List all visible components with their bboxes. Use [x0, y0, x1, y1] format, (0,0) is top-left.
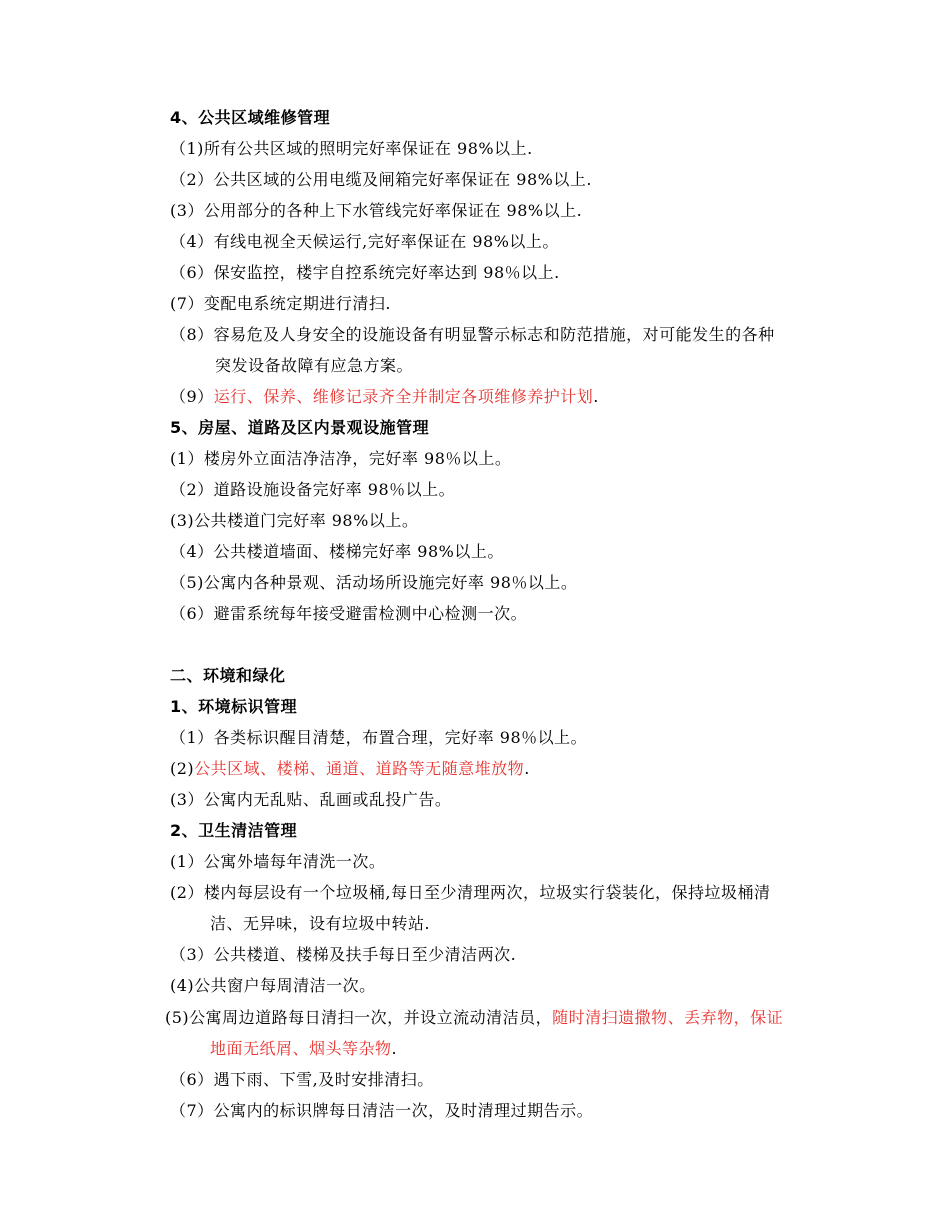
list-item: （8）容易危及人身安全的设施设备有明显警示标志和防范措施，对可能发生的各种	[170, 325, 775, 344]
list-item: （3）公共楼道、楼梯及扶手每日至少清洁两次.	[170, 945, 517, 964]
section-heading: 5、房屋、道路及区内景观设施管理	[170, 418, 430, 437]
list-item: （1）各类标识醒目清楚，布置合理，完好率 98％以上。	[170, 728, 588, 747]
list-item: （1)所有公共区域的照明完好率保证在 98%以上.	[170, 139, 533, 158]
list-item: (2）楼内每层设有一个垃圾桶,每日至少清理两次，垃圾实行袋装化，保持垃圾桶清	[170, 883, 771, 902]
list-item: (7）变配电系统定期进行清扫.	[170, 294, 392, 313]
highlighted-text: 公共区域、楼梯、通道、道路等无随意堆放物	[194, 759, 525, 778]
list-item: （7）公寓内的标识牌每日清洁一次，及时清理过期告示。	[170, 1101, 594, 1120]
list-item: （6）避雷系统每年接受避雷检测中心检测一次。	[170, 604, 528, 623]
list-item: (3)公共楼道门完好率 98%以上。	[170, 511, 419, 530]
item-suffix: .	[524, 759, 530, 778]
list-item-highlighted	[170, 759, 530, 779]
list-item: （2）道路设施设备完好率 98％以上。	[170, 480, 456, 499]
list-item: （4）有线电视全天候运行,完好率保证在 98%以上。	[170, 232, 559, 251]
highlighted-text: 运行、保养、维修记录齐全并制定各项维修养护计划	[213, 387, 594, 406]
item-prefix: (5)公寓周边道路每日清扫一次，并设立流动清洁员，	[165, 1008, 553, 1027]
item-prefix: （9）	[170, 387, 214, 406]
list-item: （2）公共区域的公用电缆及闸箱完好率保证在 98%以上.	[170, 170, 592, 189]
chapter-heading: 二、环境和绿化	[170, 666, 286, 685]
highlighted-text: 地面无纸屑、烟头等杂物	[210, 1039, 392, 1058]
list-item: (3）公寓内无乱贴、乱画或乱投广告。	[170, 790, 452, 809]
list-item-highlighted	[170, 387, 599, 407]
list-item: （6）遇下雨、下雪,及时安排清扫。	[170, 1070, 434, 1089]
section-heading: 2、卫生清洁管理	[170, 821, 298, 840]
list-item: (4)公共窗户每周清洁一次。	[170, 976, 376, 995]
list-item: (1）公寓外墙每年清洗一次。	[170, 852, 386, 871]
list-item: （4）公共楼道墙面、楼梯完好率 98%以上。	[170, 542, 504, 561]
list-item: （5)公寓内各种景观、活动场所设施完好率 98％以上。	[170, 573, 578, 592]
item-suffix: .	[593, 387, 599, 406]
highlighted-text: 随时清扫遗撒物、丢弃物，保证	[552, 1008, 784, 1027]
section-heading: 1、环境标识管理	[170, 697, 298, 716]
list-item-highlighted	[165, 1008, 783, 1028]
list-item-continuation	[210, 1039, 397, 1059]
item-suffix: .	[391, 1039, 398, 1058]
list-item-continuation: 洁、无异味，设有垃圾中转站.	[210, 914, 431, 933]
section-heading: 4、公共区域维修管理	[170, 108, 331, 127]
list-item: (1）楼房外立面洁净洁净，完好率 98％以上。	[170, 449, 512, 468]
list-item-continuation: 突发设备故障有应急方案。	[215, 356, 414, 375]
list-item: （6）保安监控，楼宇自控系统完好率达到 98％以上.	[170, 263, 560, 282]
list-item: (3）公用部分的各种上下水管线完好率保证在 98%以上.	[170, 201, 583, 220]
item-prefix: (2)	[170, 759, 195, 778]
